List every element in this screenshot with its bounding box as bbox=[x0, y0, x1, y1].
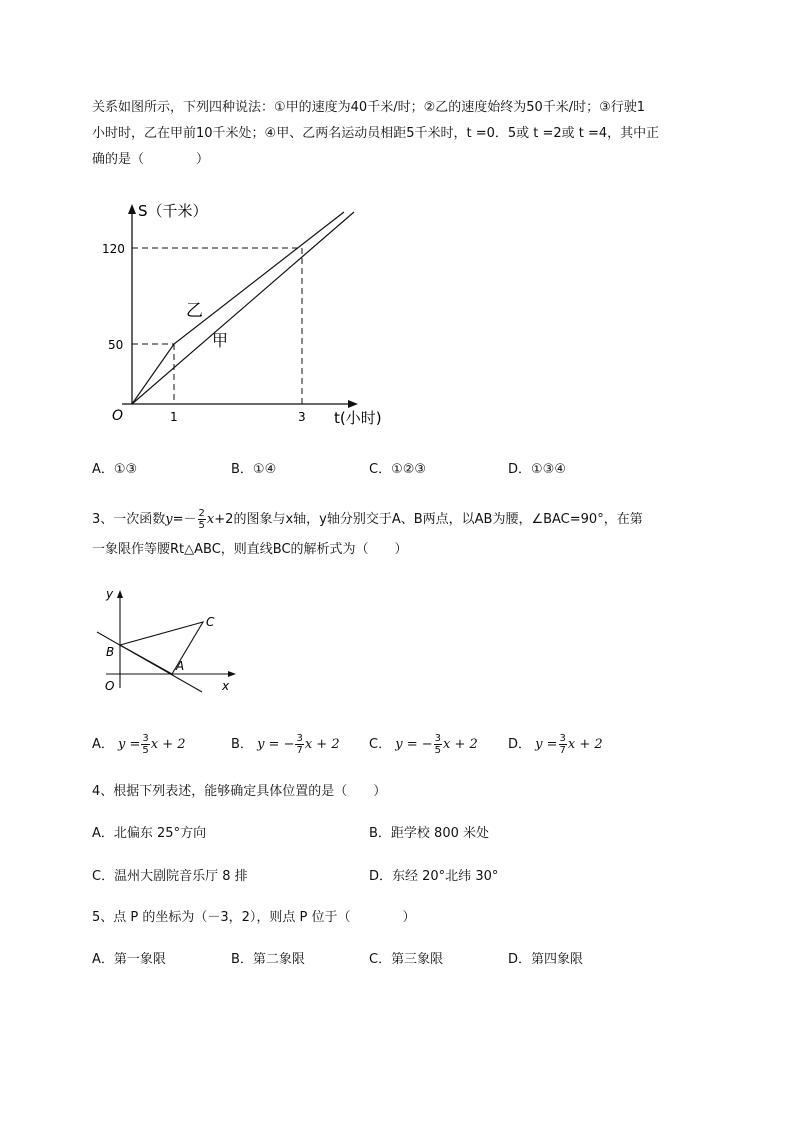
q3-option-a[interactable] bbox=[92, 733, 186, 756]
q4-option-a[interactable]: A．北偏东 25°方向 bbox=[92, 826, 207, 841]
origin-label: O bbox=[112, 408, 124, 424]
q3-option-c-fraction bbox=[434, 733, 442, 756]
y-axis-label: S（千米） bbox=[138, 202, 208, 220]
q3-option-a-sign: y = bbox=[118, 737, 141, 752]
q3-option-a-tail: x + 2 bbox=[150, 737, 186, 752]
x-tick-1: 1 bbox=[170, 410, 178, 424]
q5-option-c[interactable]: C．第三象限 bbox=[369, 952, 444, 967]
q3-point-c: C bbox=[206, 615, 215, 629]
q3-option-a-num: 3 bbox=[142, 733, 149, 744]
q2-option-b[interactable]: B．①④ bbox=[231, 462, 277, 477]
q3-option-a-letter: A． bbox=[92, 737, 114, 752]
q3-suffix: 的图象与x轴，y轴分别交于A、B两点，以AB为腰，∠BAC=90°，在第 bbox=[233, 512, 643, 527]
q3-point-a: A bbox=[176, 659, 185, 673]
q5-option-b[interactable]: B．第二象限 bbox=[231, 952, 305, 967]
q3-option-c-num: 3 bbox=[434, 733, 441, 744]
x-axis-label: t(小时) bbox=[334, 409, 382, 427]
q5-stem: 5、点 P 的坐标为（－3，2），则点 P 位于（ ） bbox=[92, 910, 416, 925]
q3-option-c-sign: y = − bbox=[395, 737, 433, 752]
q2-distance-time-graph bbox=[96, 196, 396, 432]
q3-y-axis-arrow bbox=[117, 590, 123, 598]
q5-option-d[interactable]: D．第四象限 bbox=[508, 952, 584, 967]
q3-option-c[interactable] bbox=[369, 733, 478, 756]
x-tick-3: 3 bbox=[298, 410, 306, 424]
q3-option-c-tail: x + 2 bbox=[443, 737, 478, 752]
q3-option-d[interactable] bbox=[508, 733, 603, 756]
q4-option-d[interactable]: D．东经 20°北纬 30° bbox=[369, 869, 499, 884]
q3-eq-x: x bbox=[206, 512, 215, 527]
q3-option-d-sign: y = bbox=[535, 737, 558, 752]
y-tick-50: 50 bbox=[108, 338, 124, 352]
q3-option-b-tail: x + 2 bbox=[304, 737, 340, 752]
label-yi: 乙 bbox=[186, 301, 203, 321]
q3-text-line2: 一象限作等腰Rt△ABC，则直线BC的解析式为（ ） bbox=[92, 542, 408, 557]
q3-option-b-sign: y = − bbox=[257, 737, 295, 752]
q2-text-line2: 小时时，乙在甲前10千米处；④甲、乙两名运动员相距5千米时，t =0．5或 t =2或 t =4，其中正 bbox=[92, 126, 660, 141]
q3-option-d-tail: x + 2 bbox=[567, 737, 603, 752]
q3-option-d-letter: D． bbox=[508, 737, 532, 752]
q3-option-d-num: 3 bbox=[559, 733, 566, 744]
q3-option-b[interactable] bbox=[231, 733, 340, 756]
q3-option-b-num: 3 bbox=[296, 733, 303, 744]
q3-prefix: 3、一次函数 bbox=[92, 512, 166, 527]
q3-y-label: y bbox=[106, 587, 114, 601]
q3-eq-mid: =－ bbox=[172, 512, 197, 527]
q3-geometry-figure bbox=[92, 584, 242, 698]
q3-eq-tail: +2 bbox=[214, 512, 234, 527]
y-tick-120: 120 bbox=[102, 242, 125, 256]
q3-option-d-fraction bbox=[559, 733, 567, 756]
q3-x-label: x bbox=[222, 679, 230, 693]
q3-eq-y: y bbox=[165, 512, 173, 527]
q3-option-b-letter: B． bbox=[231, 737, 253, 752]
q3-x-axis-arrow bbox=[228, 671, 236, 677]
x-axis-arrow bbox=[348, 400, 358, 408]
q3-option-b-den: 7 bbox=[296, 745, 303, 756]
triangle-abc bbox=[120, 622, 203, 674]
q3-option-a-fraction bbox=[141, 733, 149, 756]
q3-option-b-fraction bbox=[295, 733, 303, 756]
q3-origin-label: O bbox=[105, 679, 115, 693]
q2-option-a[interactable]: A．①③ bbox=[92, 462, 138, 477]
q4-stem: 4、根据下列表述，能够确定具体位置的是（ ） bbox=[92, 784, 387, 799]
q3-option-c-letter: C． bbox=[369, 737, 392, 752]
line-jia bbox=[132, 212, 354, 404]
q2-option-c[interactable]: C．①②③ bbox=[369, 462, 427, 477]
q3-option-a-den: 5 bbox=[142, 745, 149, 756]
q3-eq-denominator: 5 bbox=[198, 520, 205, 531]
q5-option-a[interactable]: A．第一象限 bbox=[92, 952, 166, 967]
q3-option-c-den: 5 bbox=[434, 745, 441, 756]
q3-eq-fraction bbox=[198, 508, 206, 531]
q3-point-b: B bbox=[106, 645, 115, 659]
q4-option-b[interactable]: B．距学校 800 米处 bbox=[369, 826, 489, 841]
q2-text-line1: 关系如图所示，下列四种说法：①甲的速度为40千米/时；②乙的速度始终为50千米/时；③行驶1 bbox=[92, 100, 646, 115]
label-jia: 甲 bbox=[212, 331, 229, 350]
q3-eq-numerator: 2 bbox=[198, 508, 205, 519]
q2-text-line3: 确的是（ ） bbox=[92, 152, 210, 167]
y-axis-arrow bbox=[128, 204, 136, 214]
q3-text-line1 bbox=[92, 508, 643, 531]
q2-option-d[interactable]: D．①③④ bbox=[508, 462, 566, 477]
line-yi bbox=[132, 212, 344, 404]
q4-option-c[interactable]: C．温州大剧院音乐厅 8 排 bbox=[92, 869, 248, 884]
q3-option-d-den: 7 bbox=[559, 745, 566, 756]
